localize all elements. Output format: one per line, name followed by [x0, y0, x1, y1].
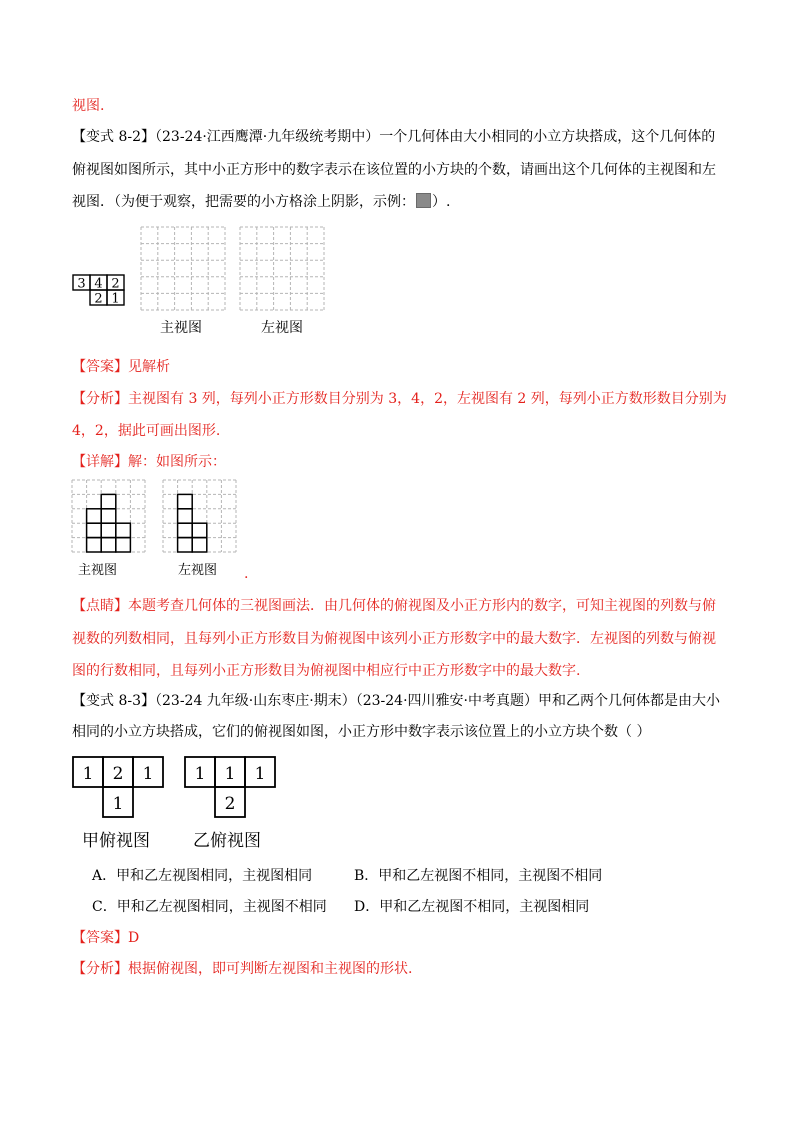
left-view-grid — [240, 227, 326, 311]
solution-front-view — [72, 480, 148, 552]
label-left-view: 左视图 — [261, 320, 303, 336]
label-front-view: 主视图 — [160, 320, 202, 336]
answer2: 【答案】D — [72, 930, 140, 946]
option-d: D．甲和乙左视图不相同，主视图相同 — [354, 899, 590, 915]
answer1: 【答案】见解析 — [72, 359, 170, 375]
fig-b-num: 1 — [194, 764, 206, 784]
front-view-grid — [141, 227, 227, 311]
fig-a-top-view — [72, 756, 164, 820]
v83-line1: 【变式 8-3】（23-24 九年级·山东枣庄·期末）（23-24·四川雅安·中考真题）甲和乙两个几何体都是由大小 — [72, 693, 720, 709]
v82-line2: 俯视图如图所示，其中小正方形中的数字表示在该位置的小方块的个数，请画出这个几何体的主视图和左 — [72, 162, 716, 178]
option-a: A．甲和乙左视图相同，主视图相同 — [92, 868, 313, 884]
solution-label-front: 主视图 — [78, 563, 118, 578]
fig-b-num: 2 — [224, 794, 236, 814]
fig-a-num: 1 — [112, 794, 124, 814]
v83-line2: 相同的小立方块搭成，它们的俯视图如图，小正方形中数字表示该位置上的小立方块个数（ ） — [72, 724, 651, 740]
solution-left-view — [163, 480, 239, 552]
point1-line1: 【点睛】本题考查几何体的三视图画法．由几何体的俯视图及小正方形内的数字，可知主视图的列数与俯 — [72, 598, 716, 614]
v82-tag: 【变式 8-2】 — [72, 129, 155, 145]
solution-dot: . — [244, 566, 249, 582]
analysis1-line1: 【分析】主视图有 3 列，每列小正方形数目分别为 3，4，2，左视图有 2 列，每列小正方数形数目分别为 — [72, 391, 727, 407]
fig-a-num: 2 — [112, 764, 124, 784]
fig-b-label: 乙俯视图 — [193, 831, 261, 851]
fig-a-num: 1 — [142, 764, 154, 784]
v82-line1: 【变式 8-2】（23-24·江西鹰潭·九年级统考期中）一个几何体由大小相同的小立方块搭成，这个几何体的 — [72, 129, 716, 145]
shaded-square-example — [416, 193, 431, 208]
option-b: B．甲和乙左视图不相同，主视图不相同 — [354, 868, 603, 884]
analysis2: 【分析】根据俯视图，即可判断左视图和主视图的形状. — [72, 961, 413, 977]
fig-a-num: 1 — [82, 764, 94, 784]
detail1: 【详解】解：如图所示： — [72, 454, 226, 470]
top-view-num: 1 — [111, 291, 120, 307]
solution-label-left: 左视图 — [178, 563, 218, 578]
option-c: C．甲和乙左视图相同，主视图不相同 — [92, 899, 327, 915]
continued-text: 视图. — [72, 98, 105, 114]
top-view-num: 2 — [94, 291, 103, 307]
fig-b-num: 1 — [254, 764, 266, 784]
fig-b-top-view — [184, 756, 276, 820]
top-view-num: 4 — [94, 276, 103, 292]
fig-b-num: 1 — [224, 764, 236, 784]
v82-line3: 视图．（为便于观察，把需要的小方格涂上阴影，示例： ）. — [72, 194, 451, 210]
v82-top-view-figure — [72, 274, 128, 308]
analysis1-line2: 4，2，据此可画出图形. — [72, 423, 221, 439]
point1-line3: 图的行数相同，且每列小正方形数目为俯视图中相应行中正方形数字中的最大数字. — [72, 663, 581, 679]
top-view-num: 2 — [111, 276, 120, 292]
fig-a-label: 甲俯视图 — [82, 831, 150, 851]
point1-line2: 视数的列数相同，且每列小正方形数目为俯视图中该列小正方形数字中的最大数字．左视图的列数与俯视 — [72, 631, 716, 647]
top-view-num: 3 — [77, 276, 86, 292]
